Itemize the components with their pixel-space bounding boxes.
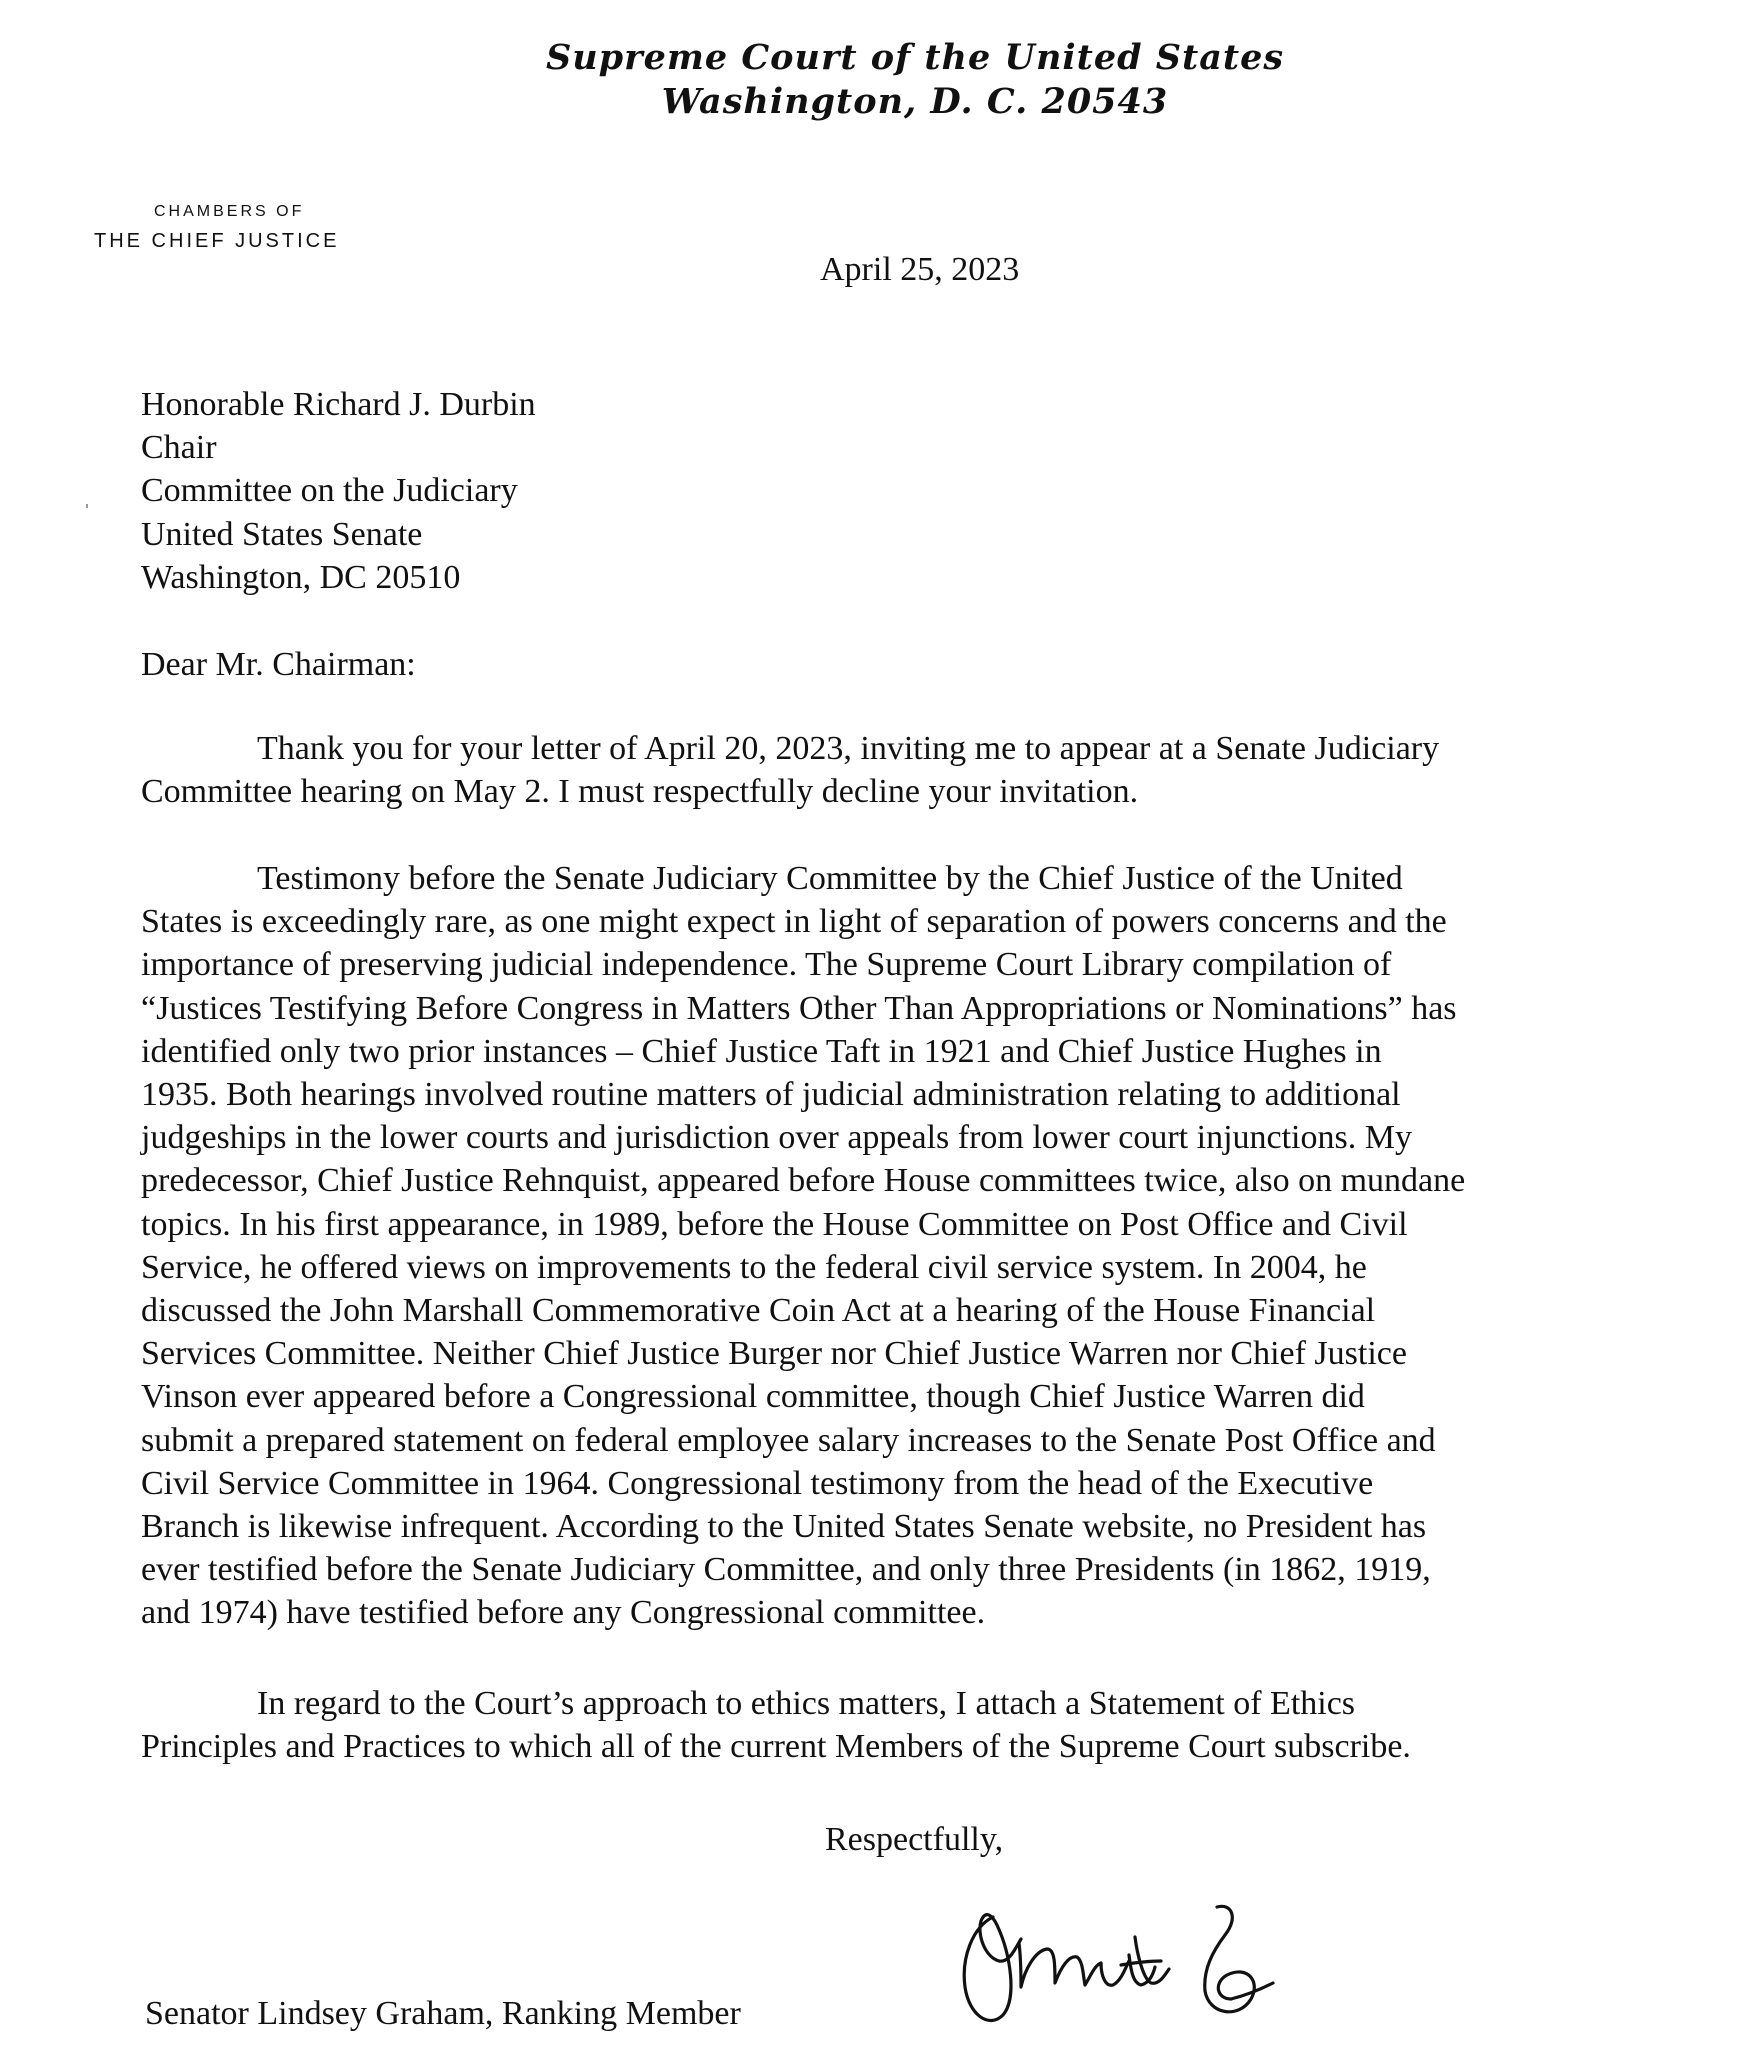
closing: Respectfully, — [825, 1821, 1004, 1858]
chambers-heading — [94, 200, 339, 258]
paragraph-line: “Justices Testifying Before Congress in Matters Other Than Appropriations or Nominations” has — [141, 989, 1457, 1027]
paragraph-line: 1935. Both hearings involved routine matters of judicial administration relating to additional — [141, 1076, 1401, 1114]
chambers-line-2: THE CHIEF JUSTICE — [94, 230, 340, 252]
handwritten-signature — [955, 1895, 1285, 2035]
paragraph-line: and 1974) have testified before any Congressional committee. — [141, 1594, 986, 1632]
paragraph-line: submit a prepared statement on federal employee salary increases to the Senate Post Office and — [141, 1421, 1436, 1459]
letterhead — [0, 36, 1760, 124]
paragraph-decline — [141, 727, 1621, 813]
recipient-line: Chair — [141, 429, 217, 467]
paragraph-history — [141, 857, 1621, 1635]
letterhead-address: Washington, D. C. 20543 — [661, 81, 1169, 122]
recipient-address — [141, 383, 536, 599]
paragraph-line: Principles and Practices to which all of the current Members of the Supreme Court subscribe. — [141, 1728, 1411, 1766]
recipient-line: Committee on the Judiciary — [141, 472, 518, 510]
paragraph-line: Civil Service Committee in 1964. Congressional testimony from the head of the Executive — [141, 1464, 1374, 1502]
salutation: Dear Mr. Chairman: — [141, 646, 416, 683]
paragraph-line: identified only two prior instances – Chief Justice Taft in 1921 and Chief Justice Hughes in — [141, 1032, 1382, 1070]
paragraph-line: predecessor, Chief Justice Rehnquist, appeared before House committees twice, also on mundane — [141, 1162, 1466, 1200]
paragraph-line: Thank you for your letter of April 20, 2023, inviting me to appear at a Senate Judiciary — [257, 730, 1440, 767]
paragraph-line: judgeships in the lower courts and jurisdiction over appeals from lower court injunctions. My — [141, 1119, 1412, 1157]
paragraph-line: importance of preserving judicial independence. The Supreme Court Library compilation of — [141, 946, 1392, 984]
paragraph-line: In regard to the Court’s approach to ethics matters, I attach a Statement of Ethics — [257, 1685, 1356, 1722]
paragraph-line: ever testified before the Senate Judiciary Committee, and only three Presidents (in 1862, 1919, — [141, 1551, 1431, 1589]
recipient-line: Washington, DC 20510 — [141, 558, 461, 596]
paragraph-line: topics. In his first appearance, in 1989, before the House Committee on Post Office and Civil — [141, 1205, 1408, 1243]
paragraph-ethics — [141, 1682, 1621, 1768]
scan-speck — [86, 504, 88, 508]
paragraph-line: Service, he offered views on improvements to the federal civil service system. In 2004, he — [141, 1248, 1367, 1286]
paragraph-line: Services Committee. Neither Chief Justice Burger nor Chief Justice Warren nor Chief Justice — [141, 1335, 1407, 1373]
paragraph-line: Committee hearing on May 2. I must respectfully decline your invitation. — [141, 773, 1139, 811]
paragraph-line: Branch is likewise infrequent. According to the United States Senate website, no President has — [141, 1508, 1427, 1546]
paragraph-line: discussed the John Marshall Commemorative Coin Act at a hearing of the House Financial — [141, 1292, 1376, 1330]
chambers-line-1: CHAMBERS OF — [154, 203, 305, 220]
paragraph-line: States is exceedingly rare, as one might expect in light of separation of powers concerns and the — [141, 903, 1447, 941]
recipient-line: Honorable Richard J. Durbin — [141, 386, 536, 423]
recipient-line: United States Senate — [141, 515, 423, 553]
carbon-copy-recipient: Senator Lindsey Graham, Ranking Member — [145, 1995, 741, 2032]
letter-date: April 25, 2023 — [820, 251, 1020, 288]
paragraph-line: Vinson ever appeared before a Congressional committee, though Chief Justice Warren did — [141, 1378, 1365, 1416]
paragraph-line: Testimony before the Senate Judiciary Committee by the Chief Justice of the United — [257, 860, 1403, 897]
letterhead-court-name: Supreme Court of the United States — [545, 37, 1285, 78]
